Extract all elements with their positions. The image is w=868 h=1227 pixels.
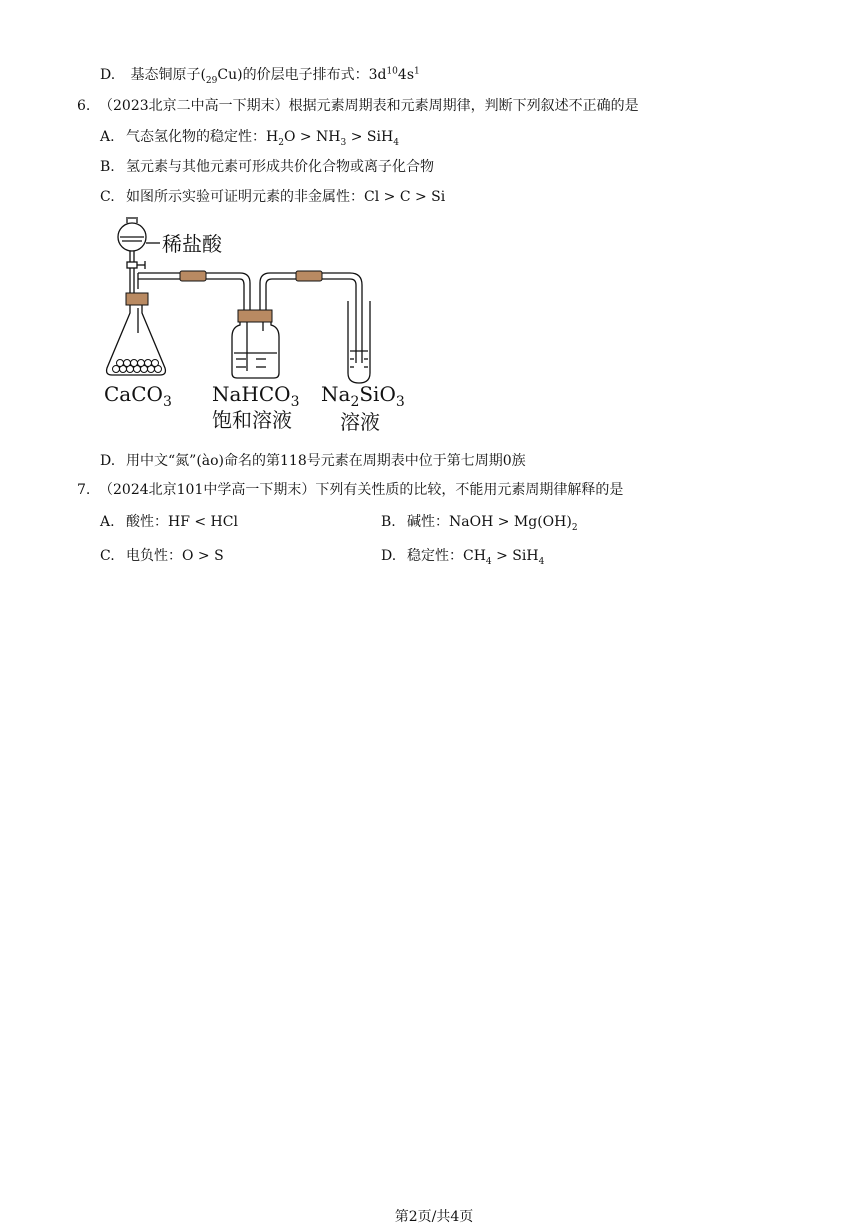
option-label: D. [381, 548, 397, 564]
element-symbol: Cu [217, 67, 238, 83]
q7-option-a [100, 513, 238, 531]
option-text: 如图所示实验可证明元素的非金属性： [126, 189, 364, 205]
subscript: 29 [205, 75, 218, 86]
page-footer: 第2页/共4页 [394, 1209, 474, 1225]
option-label: D. [100, 67, 116, 83]
option-text-mid: )的价层电子排布式：3d [237, 67, 387, 83]
option-text: 用中文“氮”(ào)命名的第118号元素在周期表中位于第七周期0族 [126, 453, 526, 469]
connecting-tube-2 [300, 273, 362, 363]
erlenmeyer-flask [107, 273, 180, 375]
superscript: 10 [386, 66, 398, 77]
option-label: A. [100, 129, 115, 145]
gas-wash-bottle [232, 273, 300, 378]
subscript: 4 [393, 137, 399, 148]
rubber-connector-1 [180, 271, 206, 281]
flask-stopper [126, 293, 148, 305]
tube-solution-label: 溶液 [340, 410, 380, 434]
option-label: C. [100, 189, 115, 205]
superscript: 1 [414, 66, 420, 77]
option-label: C. [100, 548, 115, 564]
formula: O > S [182, 548, 224, 564]
subscript: 4 [485, 556, 492, 567]
option-text: 酸性： [126, 514, 168, 530]
subscript: 2 [278, 137, 284, 148]
test-tube [348, 301, 370, 383]
question-stem: 下列有关性质的比较，不能用元素周期律解释的是 [315, 482, 624, 498]
q7-option-d [381, 547, 544, 565]
question-source: （2023北京二中高一下期末） [99, 98, 289, 114]
option-text: 氢元素与其他元素可形成共价化合物或离子化合物 [126, 159, 434, 175]
apparatus-diagram [100, 213, 420, 443]
formula: NaOH > Mg [449, 514, 538, 530]
option-label: D. [100, 453, 116, 469]
option-label: A. [100, 514, 115, 530]
q6-stem [77, 97, 639, 115]
formula: > SiH [491, 548, 539, 564]
question-number: 7. [77, 482, 91, 498]
q6-option-a [100, 128, 399, 146]
flask-label: CaCO$_3$ [104, 382, 172, 410]
formula: O > NH [283, 129, 341, 145]
question-number: 6. [77, 98, 91, 114]
subscript: 4 [538, 556, 545, 567]
question-stem: 根据元素周期表和元素周期律，判断下列叙述不正确的是 [288, 98, 639, 114]
formula: (OH) [537, 514, 572, 530]
formula: > SiH [346, 129, 394, 145]
bottle-label: NaHCO$_3$ [212, 382, 300, 410]
tube-label: $Na_2SiO_3$ [321, 382, 405, 410]
option-text: 基态铜原子( [130, 67, 206, 83]
q6-option-d [100, 452, 526, 470]
formula: HF < HCl [168, 514, 238, 530]
rubber-connector-2 [296, 271, 322, 281]
bottle-stopper [238, 310, 272, 322]
separatory-funnel [118, 218, 160, 293]
option-label: B. [100, 159, 115, 175]
calcium-carbonate-pellets [113, 360, 162, 373]
q7-option-c [100, 547, 224, 565]
q7-stem [77, 481, 623, 499]
option-text: 稳定性： [407, 548, 463, 564]
option-text: 气态氢化物的稳定性： [126, 129, 266, 145]
formula: Cl > C > Si [364, 189, 446, 205]
formula: H [266, 129, 279, 145]
question-source: （2024北京101中学高一下期末） [99, 482, 316, 498]
acid-label: 稀盐酸 [162, 232, 222, 256]
option-label: B. [381, 514, 396, 530]
formula: CH [463, 548, 486, 564]
q7-option-b [381, 513, 578, 531]
option-text: 碱性： [407, 514, 449, 530]
q6-option-c [100, 188, 445, 206]
bottle-solution-label: 饱和溶液 [212, 408, 292, 432]
subscript: 2 [571, 522, 578, 533]
subscript: 3 [340, 137, 347, 148]
option-text-mid2: 4s [397, 67, 414, 83]
q5-option-d [100, 66, 420, 84]
q6-option-b [100, 158, 434, 176]
option-text: 电负性： [126, 548, 182, 564]
